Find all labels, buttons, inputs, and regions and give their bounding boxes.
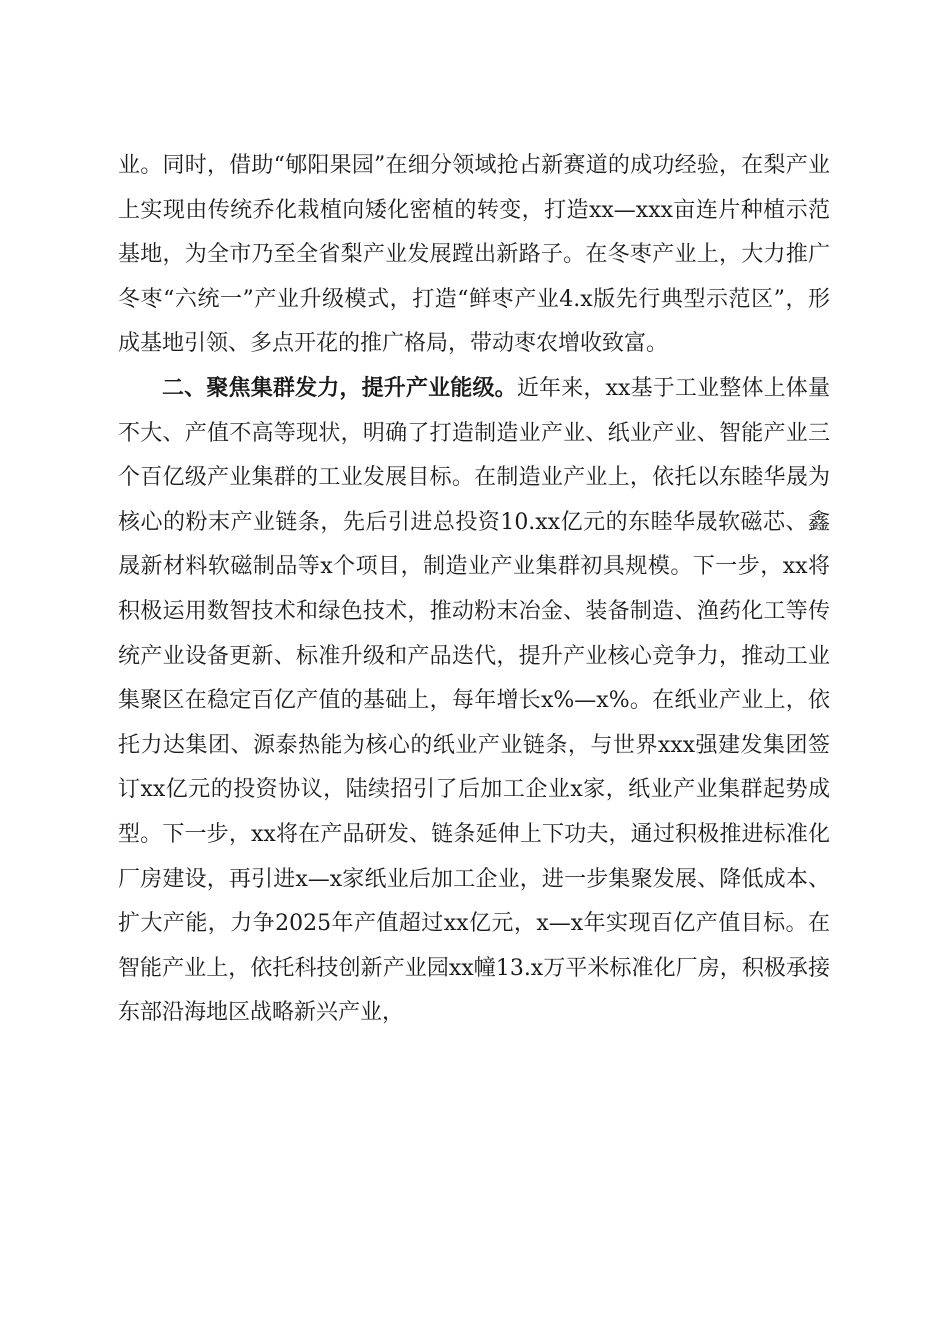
section-body: 近年来，xx基于工业整体上体量不大、产值不高等现状，明确了打造制造业产业、纸业产业、智能产业三个百亿级产业集群的工业发展目标。在制造业产业上，依托以东睦华晟为核心的粉末产业链条，先后引进总投资10.xx亿元的东睦华晟软磁芯、鑫晟新材料软磁制品等x个项目，制造业产业集群初具规模。下一步，xx将积极运用数智技术和绿色技术，推动粉末冶金、装备制造、渔药化工等传统产业设备更新、标准升级和产品迭代，提升产业核心竞争力，推动工业集聚区在稳定百亿产值的基础上，每年增长x%—x%。在纸业产业上，依托力达集团、源泰热能为核心的纸业产业链条，与世界xxx强建发集团签订xx亿元的投资协议，陆续招引了后加工企业x家，纸业产业集群起势成型。下一步，xx将在产品研发、链条延伸上下功夫，通过积极推进标准化厂房建设，再引进x—x家纸业后加工企业，进一步集聚发展、降低成本、扩大产能，力争2025年产值超过xx亿元，x—x年实现百亿产值目标。在智能产业上，依托科技创新产业园xx幢13.x万平米标准化厂房，积极承接东部沿海地区战略新兴产业， [118, 375, 830, 1026]
document-body [118, 144, 830, 1036]
paragraph-continued: 业。同时，借助“郇阳果园”在细分领域抢占新赛道的成功经验，在梨产业上实现由传统乔化栽植向矮化密植的转变，打造xx—xxx亩连片种植示范基地，为全市乃至全省梨产业发展蹚出新路子。在冬枣产业上，大力推广冬枣“六统一”产业升级模式，打造“鲜枣产业4.x版先行典型示范区”，形成基地引领、多点开花的推广格局，带动枣农增收致富。 [118, 153, 830, 357]
paragraph-section-2 [118, 367, 830, 1036]
section-heading: 二、聚焦集群发力，提升产业能级。 [162, 375, 517, 401]
